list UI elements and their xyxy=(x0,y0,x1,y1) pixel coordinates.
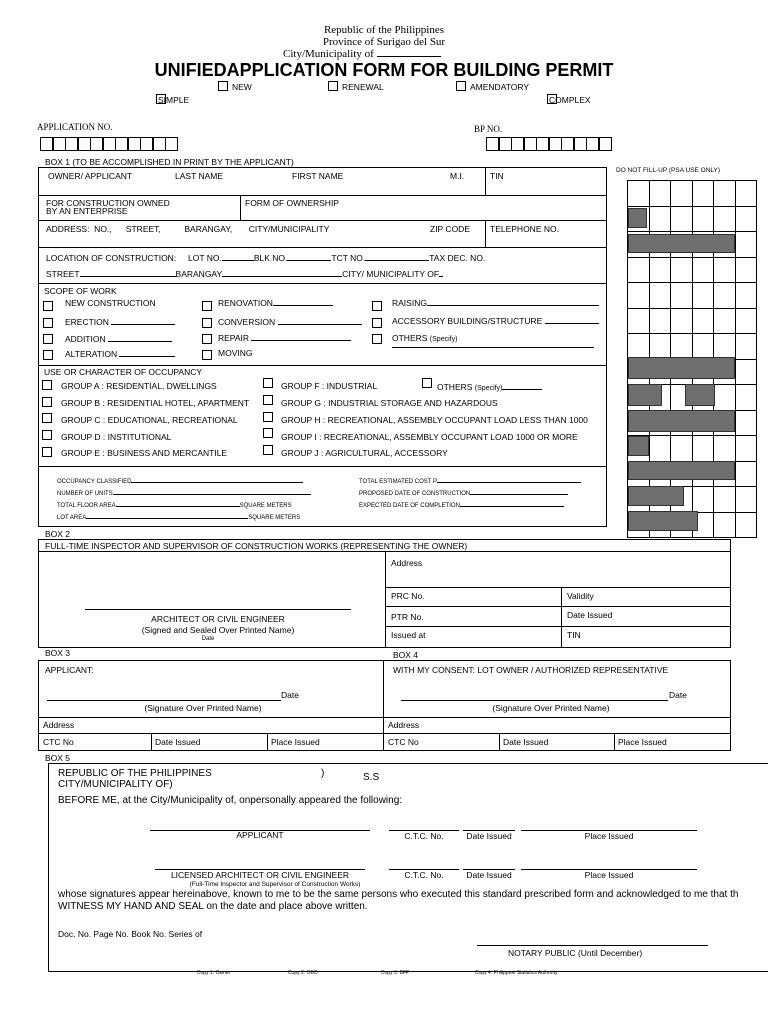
box3-label: BOX 3 xyxy=(45,648,71,658)
issued-at-label: Issued at xyxy=(391,630,426,640)
psa-cell xyxy=(627,282,650,309)
box4-label: BOX 4 xyxy=(393,650,419,660)
application-no-cell[interactable] xyxy=(128,137,141,151)
notary-public-label: NOTARY PUBLIC (Until December) xyxy=(508,948,643,958)
box4-place-issued-label: Place Issued xyxy=(618,737,667,747)
psa-cell xyxy=(713,512,736,539)
psa-cell xyxy=(649,180,672,207)
group-i-label: GROUP I : RECREATIONAL, ASSEMBLY OCCUPANT LOAD 1000 OR MORE xyxy=(281,432,578,442)
psa-cell xyxy=(735,512,758,539)
moving-checkbox[interactable] xyxy=(202,350,212,360)
psa-cell xyxy=(692,257,715,284)
psa-cell xyxy=(692,435,715,462)
psa-shaded-block xyxy=(628,234,735,253)
box4-signature-label: (Signature Over Printed Name) xyxy=(492,703,610,713)
application-no-cell[interactable] xyxy=(53,137,66,151)
psa-cell xyxy=(627,257,650,284)
application-no-cell[interactable] xyxy=(103,137,116,151)
psa-shaded-block xyxy=(685,384,715,406)
box4-date-label: Date xyxy=(669,690,687,700)
bp-no-cell[interactable] xyxy=(586,137,599,151)
psa-cell xyxy=(627,333,650,360)
psa-cell xyxy=(713,333,736,360)
addition-label: ADDITION xyxy=(65,333,172,344)
accessory-checkbox[interactable] xyxy=(372,318,382,328)
box3-signature-label: (Signature Over Printed Name) xyxy=(144,703,262,713)
fulltime-inspector-label: (Full-Time Inspector and Supervisor of Construction Works) xyxy=(189,881,361,888)
renovation-checkbox[interactable] xyxy=(202,301,212,311)
group-d-label: GROUP D : INSTITUTIONAL xyxy=(61,432,172,442)
prc-no-label: PRC No. xyxy=(391,591,425,601)
psa-cell xyxy=(692,333,715,360)
bp-no-cell[interactable] xyxy=(486,137,499,151)
bp-no-cell[interactable] xyxy=(524,137,537,151)
complex-label: COMPLEX xyxy=(549,95,591,105)
zip-code-label: ZIP CODE xyxy=(430,224,470,234)
box3-date-label: Date xyxy=(281,690,299,700)
psa-shaded-block xyxy=(628,410,735,432)
address-label: ADDRESS: NO., STREET, BARANGAY, CITY/MUNICIPALITY xyxy=(46,224,330,234)
group-d-checkbox[interactable] xyxy=(42,430,52,440)
notary-place-issued-label-2: Place Issued xyxy=(584,870,634,880)
raising-label: RAISING xyxy=(392,297,599,308)
validity-label: Validity xyxy=(567,591,594,601)
psa-cell xyxy=(692,206,715,233)
application-no-cell[interactable] xyxy=(78,137,91,151)
applicant-label: APPLICANT: xyxy=(45,665,94,675)
erection-checkbox[interactable] xyxy=(43,318,53,328)
renewal-label: RENEWAL xyxy=(342,82,384,92)
psa-cell xyxy=(692,486,715,513)
amendatory-label: AMENDATORY xyxy=(470,82,530,92)
psa-cell xyxy=(670,308,693,335)
psa-shaded-block xyxy=(628,357,735,379)
scope-others-label: OTHERS (Specify) xyxy=(392,333,458,343)
new-checkbox[interactable] xyxy=(218,81,228,91)
licensed-architect-label: LICENSED ARCHITECT OR CIVIL ENGINEER xyxy=(170,870,350,880)
box4-date-issued-label: Date Issued xyxy=(503,737,549,747)
alteration-checkbox[interactable] xyxy=(43,350,53,360)
group-e-checkbox[interactable] xyxy=(42,447,52,457)
application-no-cell[interactable] xyxy=(165,137,178,151)
box5-label: BOX 5 xyxy=(45,753,71,763)
psa-cell xyxy=(649,257,672,284)
psa-shaded-block xyxy=(628,208,647,228)
bp-no-cell[interactable] xyxy=(499,137,512,151)
psa-cell xyxy=(649,333,672,360)
new-construction-label: NEW CONSTRUCTION xyxy=(65,298,156,308)
mi-label: M.I. xyxy=(450,171,465,181)
location-of-construction: LOCATION OF CONSTRUCTION: LOT NO. BLK NO. TCT NO. TAX DEC. NO. xyxy=(46,253,486,263)
renovation-label: RENOVATION xyxy=(218,297,333,308)
notary-ctc-label-1: C.T.C. No. xyxy=(404,831,444,841)
consent-label: WITH MY CONSENT: LOT OWNER / AUTHORIZED REPRESENTATIVE xyxy=(393,665,669,675)
witness-text: WITNESS MY HAND AND SEAL on the date and place above written. xyxy=(58,901,368,912)
psa-cell xyxy=(713,257,736,284)
header-republic: Republic of the Philippines xyxy=(323,24,445,36)
application-no-label: APPLICATION NO. xyxy=(37,122,113,132)
group-h-label: GROUP H : RECREATIONAL, ASSEMBLY OCCUPANT LOAD LESS THAN 1000 xyxy=(281,415,588,425)
psa-cell xyxy=(735,486,758,513)
occupancy-others-checkbox[interactable] xyxy=(422,378,432,388)
bp-no-cell[interactable] xyxy=(574,137,587,151)
form-title: UNIFIEDAPPLICATION FORM FOR BUILDING PERMIT xyxy=(154,60,614,80)
group-c-checkbox[interactable] xyxy=(42,413,52,423)
psa-cell xyxy=(649,282,672,309)
whose-signatures-text: whose signatures appear hereinabove, known to me to be the same persons who executed this standard prescribed form and acknowledged to me that th xyxy=(58,889,739,900)
group-g-checkbox[interactable] xyxy=(263,395,273,405)
psa-cell xyxy=(649,206,672,233)
psa-cell xyxy=(735,359,758,386)
box2-date-issued-label: Date Issued xyxy=(567,610,613,620)
republic-paren: ) xyxy=(321,768,325,779)
psa-cell xyxy=(713,486,736,513)
psa-cell xyxy=(735,206,758,233)
group-e-label: GROUP E : BUSINESS AND MERCANTILE xyxy=(61,448,228,458)
bp-no-label: BP NO. xyxy=(474,124,503,134)
raising-checkbox[interactable] xyxy=(372,301,382,311)
ptr-no-label: PTR No. xyxy=(391,612,424,622)
application-no-cell[interactable] xyxy=(65,137,78,151)
expected-date-label: EXPECTED DATE OF COMPLETION xyxy=(359,500,564,510)
psa-cell xyxy=(670,180,693,207)
addition-checkbox[interactable] xyxy=(43,334,53,344)
bp-no-cell[interactable] xyxy=(561,137,574,151)
psa-cell xyxy=(735,461,758,488)
application-no-cell[interactable] xyxy=(153,137,166,151)
enterprise-label: BY AN ENTERPRISE xyxy=(46,206,128,216)
box3-address-label: Address xyxy=(43,720,75,730)
group-b-checkbox[interactable] xyxy=(42,397,52,407)
psa-shaded-block xyxy=(628,511,698,531)
application-no-cell[interactable] xyxy=(90,137,103,151)
psa-cell xyxy=(713,435,736,462)
psa-cell xyxy=(713,206,736,233)
header-city: City/Municipality of xyxy=(283,48,441,60)
tin-label: TIN xyxy=(490,171,504,181)
bp-no-cell[interactable] xyxy=(599,137,612,151)
conversion-checkbox[interactable] xyxy=(202,318,212,328)
city-municipality-label: CITY/MUNICIPALITY OF) xyxy=(58,779,173,790)
group-f-label: GROUP F : INDUSTRIAL xyxy=(281,381,378,391)
group-a-label: GROUP A : RESIDENTIAL, DWELLINGS xyxy=(61,381,217,391)
total-floor-area-label: TOTAL FLOOR AREA SQUARE METERS xyxy=(57,500,292,510)
scope-of-work-label: SCOPE OF WORK xyxy=(44,286,117,296)
group-b-label: GROUP B : RESIDENTIAL HOTEL, APARTMENT xyxy=(61,398,250,408)
box2-header: FULL-TIME INSPECTOR AND SUPERVISOR OF CONSTRUCTION WORKS (REPRESENTING THE OWNER) xyxy=(45,541,468,551)
before-me-text: BEFORE ME, at the City/Municipality of, onpersonally appeared the following: xyxy=(58,795,403,806)
total-cost-label: TOTAL ESTIMATED COST P xyxy=(359,476,581,486)
psa-cell xyxy=(670,282,693,309)
psa-cell xyxy=(735,384,758,411)
number-of-units-label: NUMBER OF UNITS xyxy=(57,488,311,498)
form-of-ownership-label: FORM OF OWNERSHIP xyxy=(245,198,339,208)
telephone-label: TELEPHONE NO. xyxy=(490,224,559,234)
signed-sealed-label: (Signed and Sealed Over Printed Name) xyxy=(141,625,295,635)
group-j-checkbox[interactable] xyxy=(263,445,273,455)
group-f-checkbox[interactable] xyxy=(263,378,273,388)
psa-cell xyxy=(627,308,650,335)
psa-use-label: DO NOT FILL-UP (PSA USE ONLY) xyxy=(616,167,721,174)
occupancy-label: USE OR CHARACTER OF OCCUPANCY xyxy=(44,367,203,377)
psa-cell xyxy=(670,435,693,462)
box2-tin-label: TIN xyxy=(567,630,581,640)
psa-cell xyxy=(713,282,736,309)
box3-place-issued-label: Place Issued xyxy=(271,737,320,747)
group-j-label: GROUP J : AGRICULTURAL, ACCESSORY xyxy=(281,448,448,458)
psa-cell xyxy=(670,257,693,284)
conversion-label: CONVERSION xyxy=(218,316,362,327)
accessory-label: ACCESSORY BUILDING/STRUCTURE xyxy=(392,315,599,326)
psa-shaded-block xyxy=(628,384,662,406)
psa-cell xyxy=(735,410,758,437)
application-no-cell[interactable] xyxy=(40,137,53,151)
box4-address-label: Address xyxy=(388,720,420,730)
owner-applicant-label: OWNER/ APPLICANT xyxy=(48,171,133,181)
application-no-cell[interactable] xyxy=(140,137,153,151)
psa-shaded-block xyxy=(628,461,735,480)
proposed-date-label: PROPOSED DATE OF CONSTRUCTION xyxy=(359,488,568,498)
psa-cell xyxy=(735,333,758,360)
copy-4-label: Copy 4: Philippine Statistics Authority xyxy=(475,970,558,976)
copy-1-label: Copy 1: Owner xyxy=(197,970,231,976)
box2-label: BOX 2 xyxy=(45,529,71,539)
bp-no-cell[interactable] xyxy=(549,137,562,151)
box4-ctc-label: CTC No xyxy=(388,737,419,747)
psa-shaded-block xyxy=(628,436,649,456)
bp-no-cell[interactable] xyxy=(536,137,549,151)
psa-shaded-block xyxy=(628,486,684,506)
copy-2-label: Copy 2: OBO xyxy=(288,970,318,976)
copy-3-label: Copy 3: BFP xyxy=(381,970,410,976)
psa-cell xyxy=(735,282,758,309)
psa-cell xyxy=(735,257,758,284)
repair-label: REPAIR xyxy=(218,332,351,343)
scope-others-checkbox[interactable] xyxy=(372,334,382,344)
psa-cell xyxy=(692,282,715,309)
psa-cell xyxy=(692,180,715,207)
notary-place-issued-label-1: Place Issued xyxy=(584,831,634,841)
psa-cell xyxy=(649,435,672,462)
psa-cell xyxy=(692,308,715,335)
box2-address-label: Address xyxy=(391,558,423,568)
last-name-label: LAST NAME xyxy=(175,171,224,181)
box3-date-issued-label: Date Issued xyxy=(155,737,201,747)
psa-cell xyxy=(670,206,693,233)
repair-checkbox[interactable] xyxy=(202,334,212,344)
simple-label: SIMPLE xyxy=(158,95,190,105)
location-street: STREET BARANGAY CITY/ MUNICIPALITY OF xyxy=(46,268,443,279)
box2-date-label: Date xyxy=(201,636,215,642)
application-no-cell[interactable] xyxy=(115,137,128,151)
erection-label: ERECTION xyxy=(65,316,175,327)
doc-page-book-label: Doc. No. Page No. Book No. Series of xyxy=(58,929,203,939)
psa-cell xyxy=(735,231,758,258)
new-label: NEW xyxy=(232,82,252,92)
psa-cell xyxy=(735,180,758,207)
box3-ctc-label: CTC No xyxy=(43,737,74,747)
notary-date-issued-label-2: Date Issued xyxy=(466,870,512,880)
notary-date-issued-label-1: Date Issued xyxy=(466,831,512,841)
construction-owned-label: FOR CONSTRUCTION OWNED xyxy=(46,198,170,208)
alteration-label: ALTERATION xyxy=(65,348,175,359)
renewal-checkbox[interactable] xyxy=(328,81,338,91)
occupancy-others-label: OTHERS (Specify) xyxy=(437,381,542,394)
notary-ctc-label-2: C.T.C. No. xyxy=(404,870,444,880)
lot-area-label: LOT AREA SQUARE METERS xyxy=(57,512,300,522)
new-construction-checkbox[interactable] xyxy=(43,301,53,311)
box1-label: BOX 1 (TO BE ACCOMPLISHED IN PRINT BY THE APPLICANT) xyxy=(45,157,294,167)
group-g-label: GROUP G : INDUSTRIAL STORAGE AND HAZARDOUS xyxy=(281,398,498,408)
group-i-checkbox[interactable] xyxy=(263,428,273,438)
first-name-label: FIRST NAME xyxy=(292,171,344,181)
occupancy-classified-label: OCCUPANCY CLASSIFIED xyxy=(57,476,303,486)
group-h-checkbox[interactable] xyxy=(263,412,273,422)
ss-label: S.S xyxy=(363,772,380,783)
group-c-label: GROUP C : EDUCATIONAL, RECREATIONAL xyxy=(61,415,238,425)
psa-cell xyxy=(735,308,758,335)
psa-cell xyxy=(713,308,736,335)
psa-cell xyxy=(713,384,736,411)
bp-no-cell[interactable] xyxy=(511,137,524,151)
header-province: Province of Surigao del Sur xyxy=(322,36,446,48)
psa-cell xyxy=(735,435,758,462)
psa-cell xyxy=(627,180,650,207)
psa-cell xyxy=(670,333,693,360)
republic-label: REPUBLIC OF THE PHILIPPINES xyxy=(58,768,212,779)
moving-label: MOVING xyxy=(218,348,253,358)
psa-cell xyxy=(713,180,736,207)
architect-label: ARCHITECT OR CIVIL ENGINEER xyxy=(151,614,285,624)
psa-cell xyxy=(649,308,672,335)
notary-applicant-label: APPLICANT xyxy=(236,830,284,840)
amendatory-checkbox[interactable] xyxy=(456,81,466,91)
group-a-checkbox[interactable] xyxy=(42,380,52,390)
